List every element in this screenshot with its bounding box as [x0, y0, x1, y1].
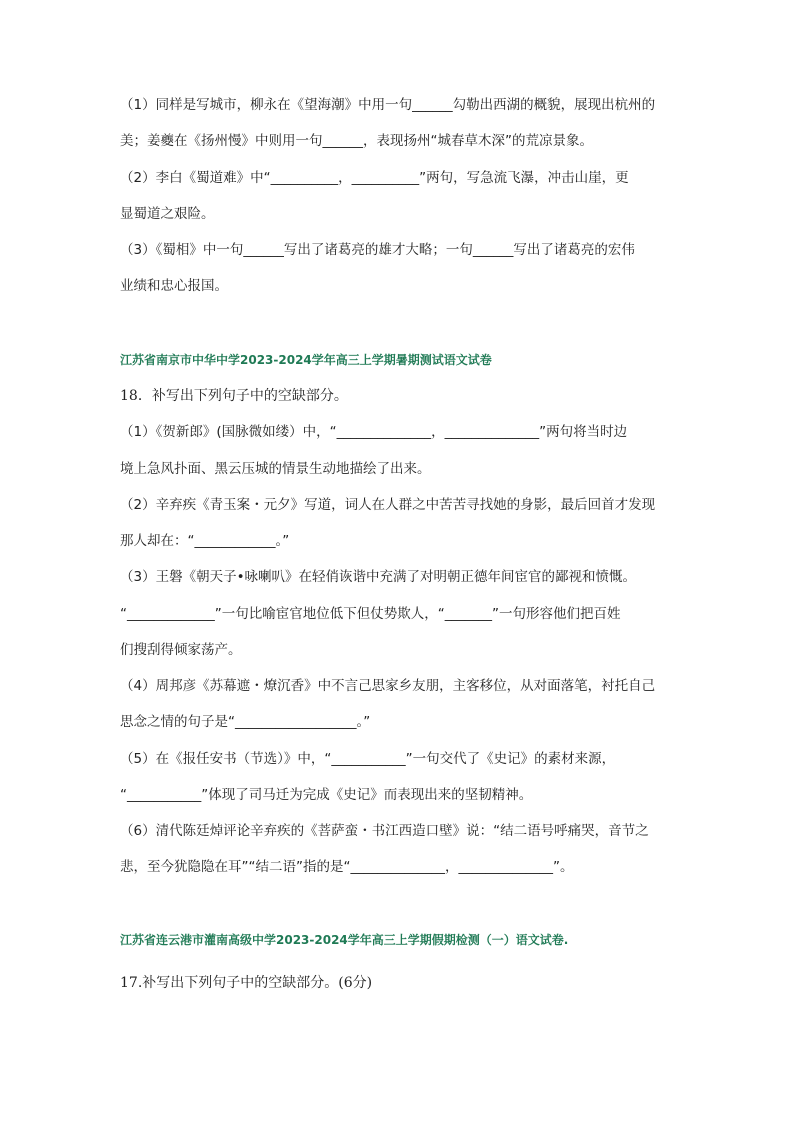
- s2-line-5: 那人却在：“____________。”: [120, 533, 290, 549]
- s2-line-2: （1）《贺新郎》(国脉微如缕）中，“______________，______________”两句将当时边: [120, 424, 628, 440]
- s3-question-title: 17.补写出下列句子中的空缺部分。(6分): [120, 975, 373, 991]
- s1-line-2: 美；姜夔在《扬州慢》中则用一句______，表现扬州“城春草木深”的荒凉景象。: [120, 133, 593, 149]
- s1-line-4: 显蜀道之艰险。: [120, 206, 215, 222]
- s1-line-3: （2）李白《蜀道难》中“__________，__________”两句，写急流飞瀑，冲击山崖，更: [120, 170, 629, 186]
- s2-line-4: （2）辛弃疾《青玉案・元夕》写道，词人在人群之中苦苦寻找她的身影，最后回首才发现: [120, 497, 656, 513]
- s1-line-1: （1）同样是写城市，柳永在《望海潮》中用一句______勾勒出西湖的概貌，展现出杭州的: [120, 97, 656, 113]
- s2-line-6: （3）王磐《朝天子•咏喇叭》在轻俏诙谐中充满了对明朝正德年间宦官的鄙视和愤慨。: [120, 569, 637, 585]
- s2-line-7: “_____________”一句比喻宦官地位低下但仗势欺人，“_______”一句形容他们把百姓: [120, 606, 621, 622]
- s1-line-5: （3）《蜀相》中一句______写出了诸葛亮的雄才大略；一句______写出了诸葛亮的宏伟: [120, 242, 635, 258]
- s2-heading: 江苏省南京市中华中学2023-2024学年高三上学期暑期测试语文试卷: [120, 353, 492, 367]
- s2-question-title: 18．补写出下列句子中的空缺部分。: [120, 388, 348, 404]
- s2-line-8: 们搜刮得倾家荡产。: [120, 642, 242, 658]
- s3-heading: 江苏省连云港市灌南高级中学2023-2024学年高三上学期假期检测（一）语文试卷.: [120, 933, 569, 947]
- s2-line-13: （6）清代陈廷焯评论辛弃疾的《菩萨蛮・书江西造口壁》说：“结二语号呼痛哭，音节之: [120, 823, 649, 839]
- s2-line-12: “___________”体现了司马迁为完成《史记》而表现出来的坚韧精神。: [120, 787, 533, 803]
- s2-line-3: 境上急风扑面、黑云压城的情景生动地描绘了出来。: [120, 461, 431, 477]
- s2-line-10: 思念之情的句子是“__________________。”: [120, 714, 371, 730]
- s1-line-6: 业绩和忠心报国。: [120, 278, 228, 294]
- s2-line-9: （4）周邦彦《苏幕遮・燎沉香》中不言己思家乡友朋，主客移位，从对面落笔，衬托自己: [120, 678, 656, 694]
- s2-line-11: （5）在《报任安书（节选）》中，“___________”一句交代了《史记》的素材来源，: [120, 751, 616, 767]
- s2-line-14: 悲，至今犹隐隐在耳”“结二语”指的是“______________，______________”。: [120, 859, 574, 875]
